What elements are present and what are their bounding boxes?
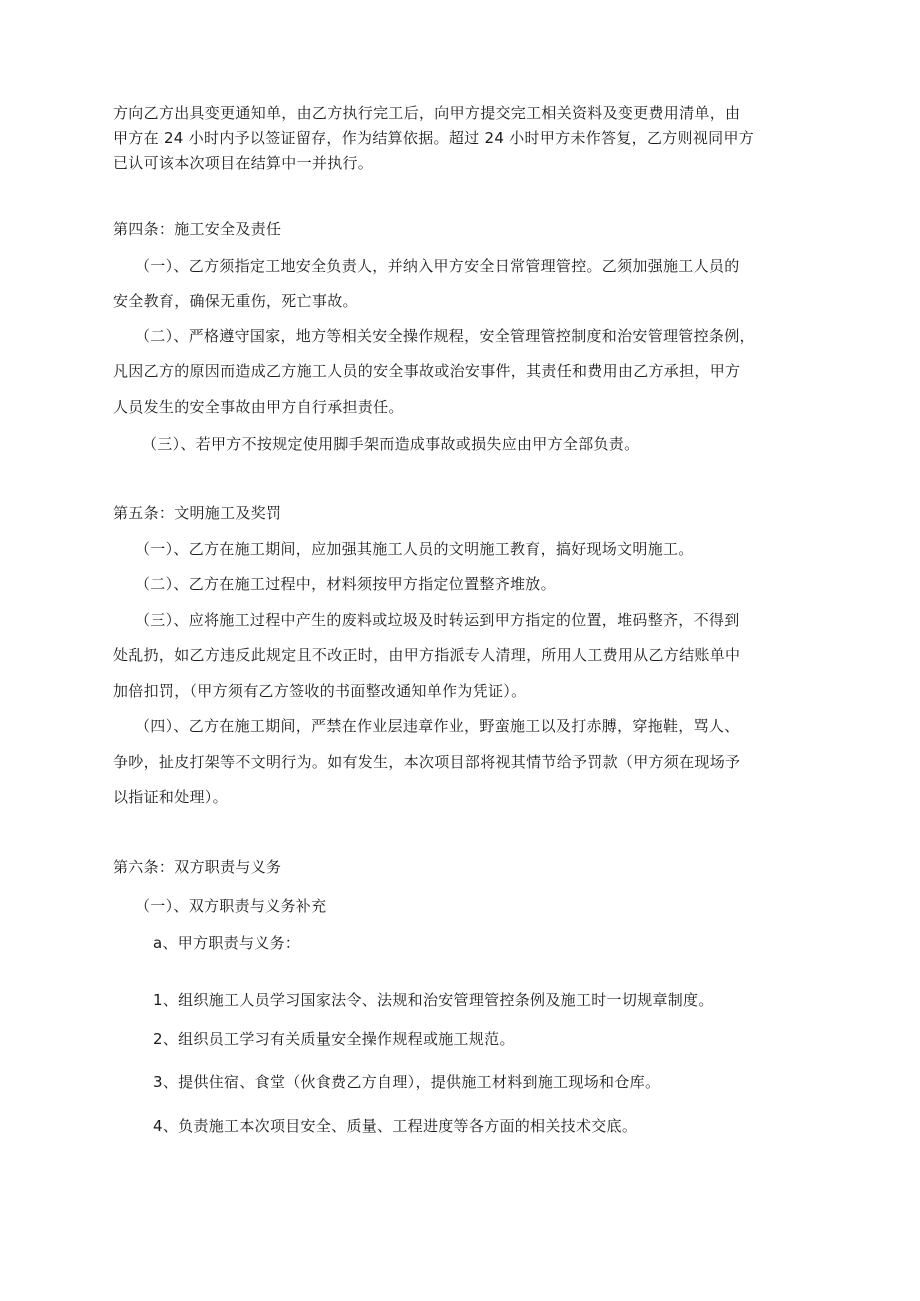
article-6-sub-a: a、甲方职责与义务： — [153, 934, 301, 952]
article-4-item-2-line: 人员发生的安全事故由甲方自行承担责任。 — [113, 398, 404, 416]
article-6-heading: 第六条：双方职责与义务 — [113, 858, 282, 876]
article-5-item-4-line: 争吵，扯皮打架等不文明行为。如有发生，本次项目部将视其情节给予罚款（甲方须在现场予 — [113, 753, 741, 771]
article-5-item-3-line: 加倍扣罚，（甲方须有乙方签收的书面整改通知单作为凭证）。 — [113, 682, 527, 700]
article-5-item-2: （二）、乙方在施工过程中，材料须按甲方指定位置整齐堆放。 — [135, 575, 556, 593]
paragraph-line: 方向乙方出具变更通知单，由乙方执行完工后，向甲方提交完工相关资料及变更费用清单，由 — [113, 104, 741, 122]
article-4-item-1-line: 安全教育，确保无重伤，死亡事故。 — [113, 292, 358, 310]
duty-item: 4、负责施工本次项目安全、质量、工程进度等各方面的相关技术交底。 — [153, 1117, 638, 1135]
article-5-item-3-line: （三）、应将施工过程中产生的废料或垃圾及时转运到甲方指定的位置，堆码整齐，不得到 — [135, 611, 740, 629]
paragraph-line: 已认可该本次项目在结算中一并执行。 — [113, 154, 374, 172]
article-5-item-1: （一）、乙方在施工期间，应加强其施工人员的文明施工教育，搞好现场文明施工。 — [135, 540, 694, 558]
duty-item: 1、组织施工人员学习国家法令、法规和治安管理管控条例及施工时一切规章制度。 — [153, 991, 714, 1009]
article-5-heading: 第五条：文明施工及奖罚 — [113, 504, 282, 522]
paragraph-line: 甲方在 24 小时内予以签证留存，作为结算依据。超过 24 小时甲方未作答复，乙方则视同甲方 — [113, 129, 755, 147]
article-4-item-2-line: （二）、严格遵守国家，地方等相关安全操作规程，安全管理管控制度和治安管理管控条例， — [135, 327, 755, 345]
duty-item: 2、组织员工学习有关质量安全操作规程或施工规范。 — [153, 1030, 515, 1048]
article-4-item-2-line: 凡因乙方的原因而造成乙方施工人员的安全事故或治安事件，其责任和费用由乙方承担，甲方 — [113, 362, 741, 380]
article-6-item-1: （一）、双方职责与义务补充 — [135, 897, 327, 915]
article-4-item-1-line: （一）、乙方须指定工地安全负责人，并纳入甲方安全日常管理管控。乙须加强施工人员的 — [135, 257, 740, 275]
duty-item: 3、提供住宿、食堂（伙食费乙方自理），提供施工材料到施工现场和仓库。 — [153, 1073, 661, 1091]
article-4-item-3: （三）、若甲方不按规定使用脚手架而造成事故或损失应由甲方全部负责。 — [142, 435, 640, 453]
article-4-heading: 第四条：施工安全及责任 — [113, 220, 282, 238]
article-5-item-4-line: 以指证和处理）。 — [113, 788, 228, 806]
article-5-item-3-line: 处乱扔，如乙方违反此规定且不改正时，由甲方指派专人清理，所用人工费用从乙方结账单中 — [113, 646, 741, 664]
article-5-item-4-line: （四）、乙方在施工期间，严禁在作业层违章作业，野蛮施工以及打赤膊，穿拖鞋，骂人、 — [135, 717, 740, 735]
